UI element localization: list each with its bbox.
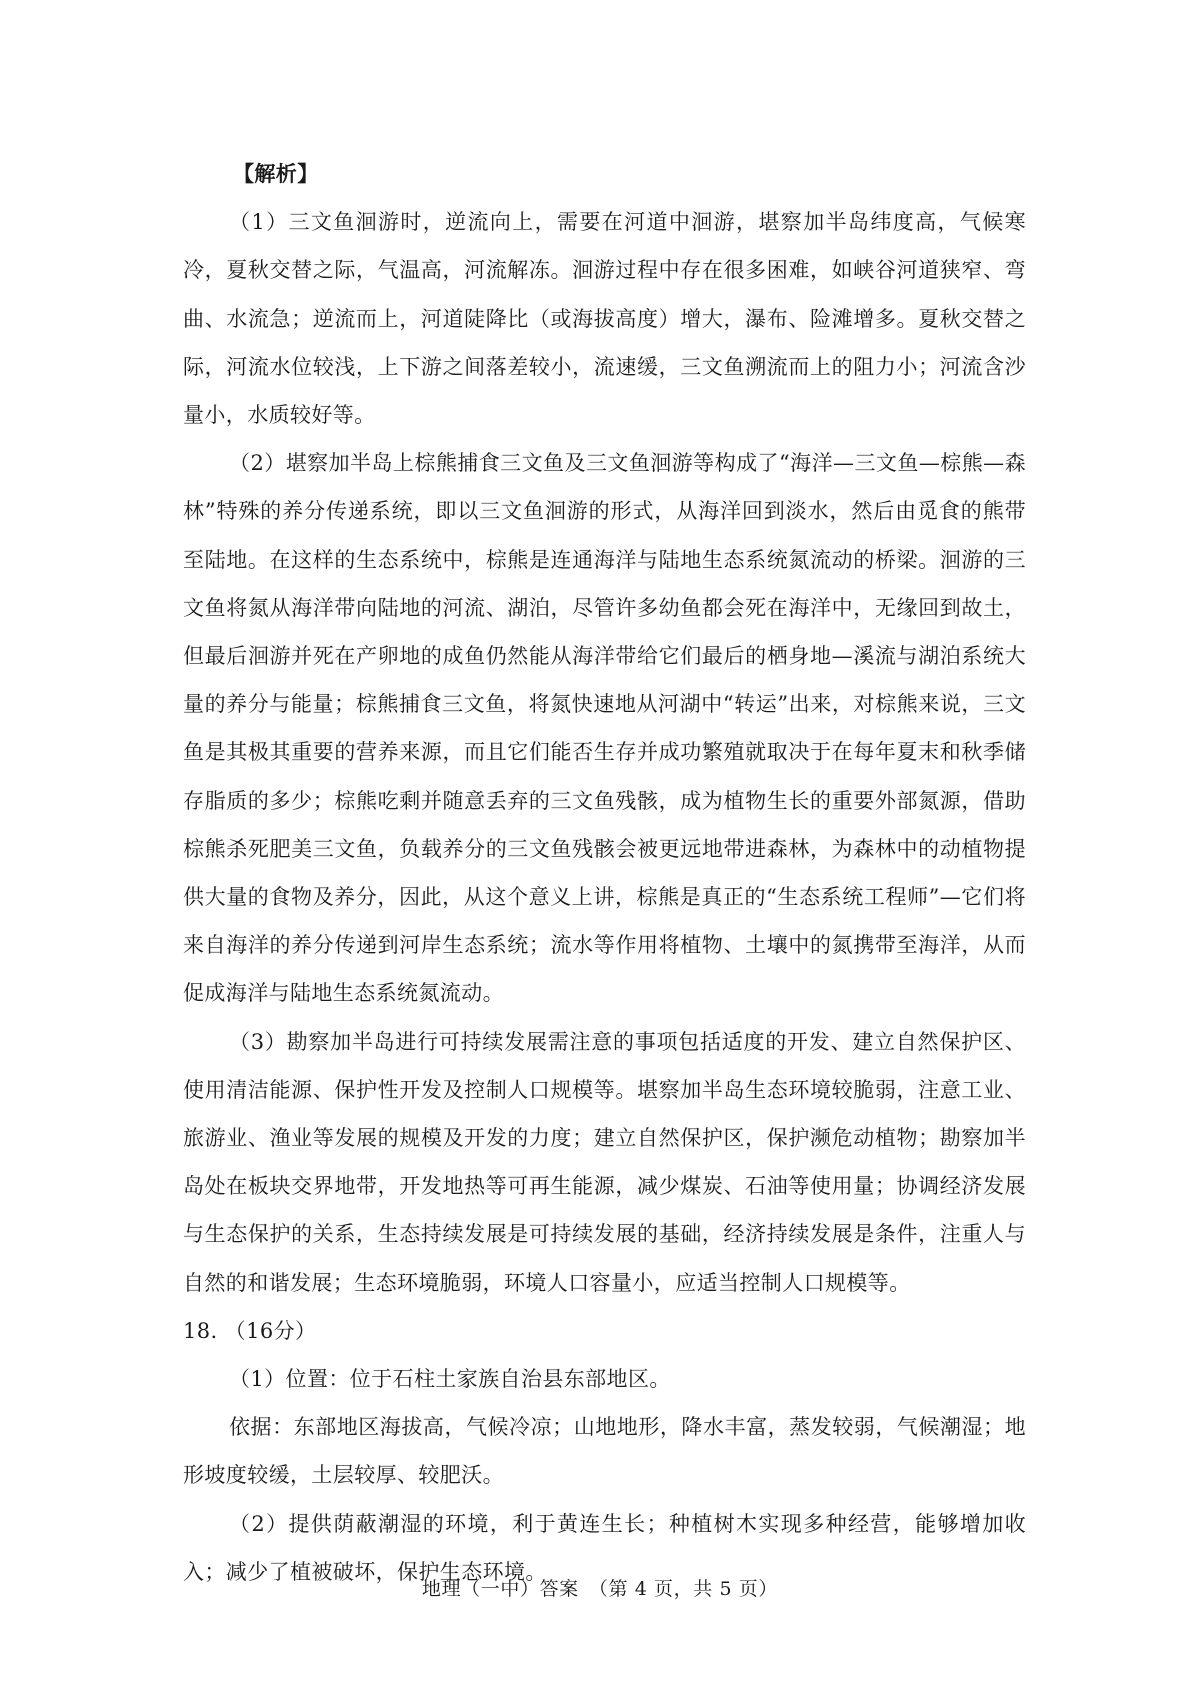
section-heading: 【解析】 — [233, 161, 319, 186]
paragraph-2: （2）堪察加半岛上棕熊捕食三文鱼及三文鱼洄游等构成了“海洋—三文鱼—棕熊—森林”特殊的养分传递系统，即以三文鱼洄游的形式，从海洋回到淡水，然后由觅食的熊带至陆地。在这样的生态系统中，棕熊是连通海洋与陆地生态系统氮流动的桥梁。洄游的三文鱼将氮从海洋带向陆地的河流、湖泊，尽管许多幼鱼都会死在海洋中，无缘回到故土，但最后洄游并死在产卵地的成鱼仍然能从海洋带给它们最后的栖身地—溪流与湖泊系统大量的养分与能量；棕熊捕食三文鱼，将氮快速地从河湖中“转运”出来，对棕熊来说，三文鱼是其极其重要的营养来源，而且它们能否生存并成功繁殖就取决于在每年夏末和秋季储存脂质的多少；棕熊吃剩并随意丢弃的三文鱼残骸，成为植物生长的重要外部氮源，借助棕熊杀死肥美三文鱼，负载养分的三文鱼残骸会被更远地带进森林，为森林中的动植物提供大量的食物及养分，因此，从这个意义上讲，棕熊是真正的“生态系统工程师”—它们将来自海洋的养分传递到河岸生态系统；流水等作用将植物、土壤中的氮携带至海洋，从而促成海洋与陆地生态系统氮流动。 — [183, 451, 1026, 1006]
paragraph-3: （3）勘察加半岛进行可持续发展需注意的事项包括适度的开发、建立自然保护区、使用清洁能源、保护性开发及控制人口规模等。堪察加半岛生态环境较脆弱，注意工业、旅游业、渔业等发展的规模及开发的力度；建立自然保护区，保护濒危动植物；勘察加半岛处在板块交界地带，开发地热等可再生能源，减少煤炭、石油等使用量；协调经济发展与生态保护的关系，生态持续发展是可持续发展的基础，经济持续发展是条件，注重人与自然的和谐发展；生态环境脆弱，环境人口容量小，应适当控制人口规模等。 — [183, 1029, 1026, 1295]
paragraph-1: （1）三文鱼洄游时，逆流向上，需要在河道中洄游，堪察加半岛纬度高，气候寒冷，夏秋交替之际，气温高，河流解冻。洄游过程中存在很多困难，如峡谷河道狭窄、弯曲、水流急；逆流而上，河道陡降比（或海拔高度）增大，瀑布、险滩增多。夏秋交替之际，河流水位较浅，上下游之间落差较小，流速缓，三文鱼溯流而上的阻力小；河流含沙量小，水质较好等。 — [183, 210, 1026, 428]
page-footer: 地理（一中）答案 （第 4 页，共 5 页） — [421, 1578, 779, 1600]
question-18-basis: 依据：东部地区海拔高，气候冷凉；山地地形，降水丰富，蒸发较弱，气候潮湿；地形坡度较缓，土层较厚、较肥沃。 — [183, 1415, 1026, 1488]
question-18-part-2: （2）提供荫蔽潮湿的环境，利于黄连生长；种植树木实现多种经营，能够增加收入；减少了植被破坏，保护生态环境。 — [183, 1511, 1026, 1584]
answer-content — [183, 150, 1026, 1596]
question-18-part-1: （1）位置：位于石柱土家族自治县东部地区。 — [229, 1367, 671, 1392]
question-18-label: 18. （16分） — [183, 1318, 317, 1343]
